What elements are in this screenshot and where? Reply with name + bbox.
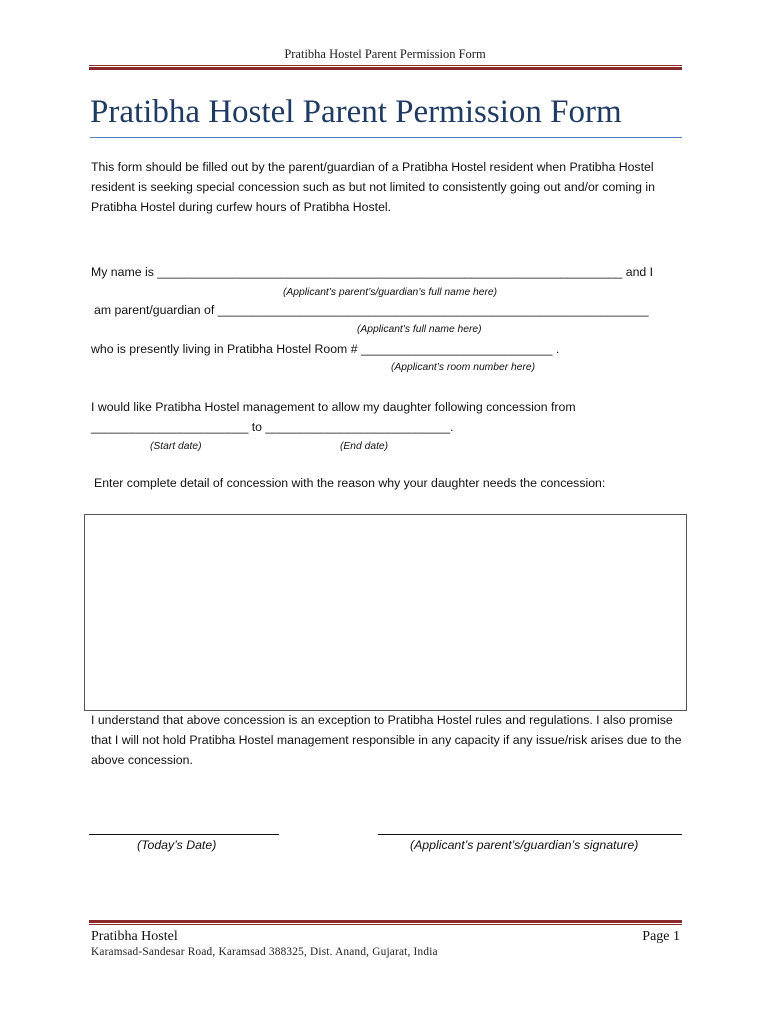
- title-underline: [90, 137, 682, 138]
- footer-org: Pratibha Hostel: [91, 929, 178, 944]
- guardian-signature-line[interactable]: [378, 834, 682, 835]
- ward-field-hint: (Applicant’s full name here): [357, 324, 482, 335]
- page-number: Page 1: [642, 929, 680, 944]
- start-date-hint: (Start date): [150, 441, 202, 452]
- dates-field-line[interactable]: _______________________ to ___________________________.: [91, 420, 454, 434]
- name-field-line[interactable]: My name is ____________________________________________________________________ and I: [91, 265, 654, 279]
- ward-field-line[interactable]: am parent/guardian of _______________________________________________________________: [94, 303, 649, 317]
- footer-address: Karamsad-Sandesar Road, Karamsad 388325, Dist. Anand, Gujarat, India: [91, 946, 438, 958]
- end-date-hint: (End date): [340, 441, 389, 452]
- signature-label: (Applicant’s parent’s/guardian’s signature): [410, 838, 639, 852]
- running-header: Pratibha Hostel Parent Permission Form: [284, 47, 486, 61]
- detail-prompt: Enter complete detail of concession with the reason why your daughter needs the concession:: [94, 476, 606, 490]
- date-label: (Today’s Date): [137, 838, 217, 852]
- concession-line: I would like Pratibha Hostel management to allow my daughter following concession from: [91, 400, 576, 414]
- footer-rule-thick: [89, 920, 682, 923]
- name-field-hint: (Applicant’s parent’s/guardian’s full name here): [283, 287, 498, 298]
- intro-paragraph: This form should be filled out by the parent/guardian of a Pratibha Hostel resident when Pratibha Hostel resident is seeking special concession such as but not limited to consistently going out and/or coming in Pratibha Hostel during curfew hours of Pratibha Hostel.: [91, 160, 655, 214]
- header-rule-thin: [89, 65, 682, 66]
- room-field-line[interactable]: who is presently living in Pratibha Hostel Room # ____________________________ .: [91, 342, 560, 356]
- header-rule-thick: [89, 67, 682, 70]
- date-signature-line[interactable]: [89, 834, 279, 835]
- concession-detail-box[interactable]: [84, 514, 687, 711]
- page-title: Pratibha Hostel Parent Permission Form: [90, 94, 622, 130]
- footer-rule-thin: [89, 924, 682, 925]
- room-field-hint: (Applicant’s room number here): [391, 362, 536, 373]
- undertaking-paragraph: I understand that above concession is an exception to Pratibha Hostel rules and regulations. I also promise that I will not hold Pratibha Hostel management responsible in any capacity if any issue/risk arises due to the above concession.: [91, 713, 682, 767]
